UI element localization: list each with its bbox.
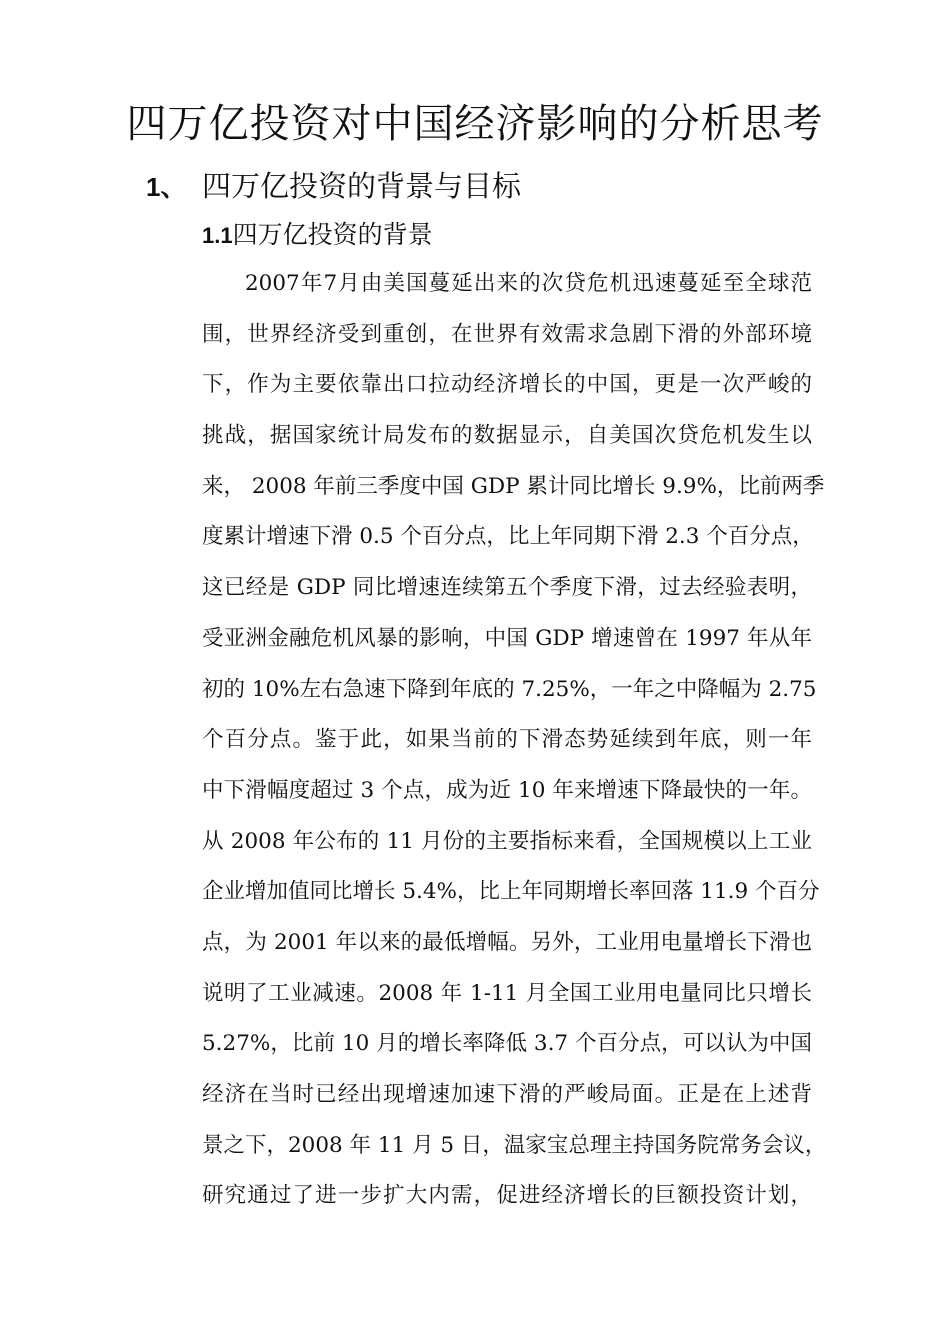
paragraph-line: 来， 2008 年前三季度中国 GDP 累计同比增长 9.9%，比前两季 [202, 473, 825, 499]
document-title: 四万亿投资对中国经济影响的分析思考 [126, 101, 824, 147]
paragraph-line: 5.27%，比前 10 月的增长率降低 3.7 个百分点，可以认为中国 [202, 1031, 812, 1057]
paragraph-line: 中下滑幅度超过 3 个点，成为近 10 年来增速下降最快的一年。 [202, 777, 812, 803]
paragraph-line: 挑战，据国家统计局发布的数据显示，自美国次贷危机发生以 [202, 423, 812, 449]
paragraph-line: 企业增加值同比增长 5.4%，比上年同期增长率回落 11.9 个百分 [202, 879, 820, 905]
section-title: 四万亿投资的背景与目标 [202, 169, 522, 203]
paragraph-line: 度累计增速下滑 0.5 个百分点，比上年同期下滑 2.3 个百分点， [202, 524, 814, 550]
section-number: 1、 [146, 172, 187, 202]
paragraph-line: 点，为 2001 年以来的最低增幅。另外，工业用电量增长下滑也 [202, 929, 812, 955]
subsection-title: 四万亿投资的背景 [232, 220, 433, 249]
subsection-heading [202, 215, 433, 251]
paragraph-line: 2007年7月由美国蔓延出来的次贷危机迅速蔓延至全球范 [245, 271, 812, 296]
subsection-number: 1.1 [202, 223, 233, 248]
paragraph-line: 围，世界经济受到重创，在世界有效需求急剧下滑的外部环境 [202, 321, 812, 347]
paragraph-line: 这已经是 GDP 同比增速连续第五个季度下滑，过去经验表明， [202, 575, 812, 601]
paragraph-line: 受亚洲金融危机风暴的影响，中国 GDP 增速曾在 1997 年从年 [202, 625, 812, 651]
section-heading [146, 164, 521, 205]
paragraph-line: 研究通过了进一步扩大内需，促进经济增长的巨额投资计划， [202, 1183, 812, 1209]
paragraph-line: 经济在当时已经出现增速加速下滑的严峻局面。正是在上述背 [202, 1082, 812, 1107]
paragraph-line: 个百分点。鉴于此，如果当前的下滑态势延续到年底，则一年 [202, 727, 812, 753]
paragraph-line: 从 2008 年公布的 11 月份的主要指标来看，全国规模以上工业 [202, 828, 812, 854]
paragraph-line: 景之下，2008 年 11 月 5 日，温家宝总理主持国务院常务会议， [202, 1132, 827, 1158]
body-paragraph [202, 268, 827, 1231]
paragraph-line: 说明了工业减速。2008 年 1-11 月全国工业用电量同比只增长 [202, 980, 812, 1006]
paragraph-line: 初的 10%左右急速下降到年底的 7.25%，一年之中降幅为 2.75 [202, 676, 817, 702]
paragraph-line: 下，作为主要依靠出口拉动经济增长的中国，更是一次严峻的 [202, 372, 812, 398]
